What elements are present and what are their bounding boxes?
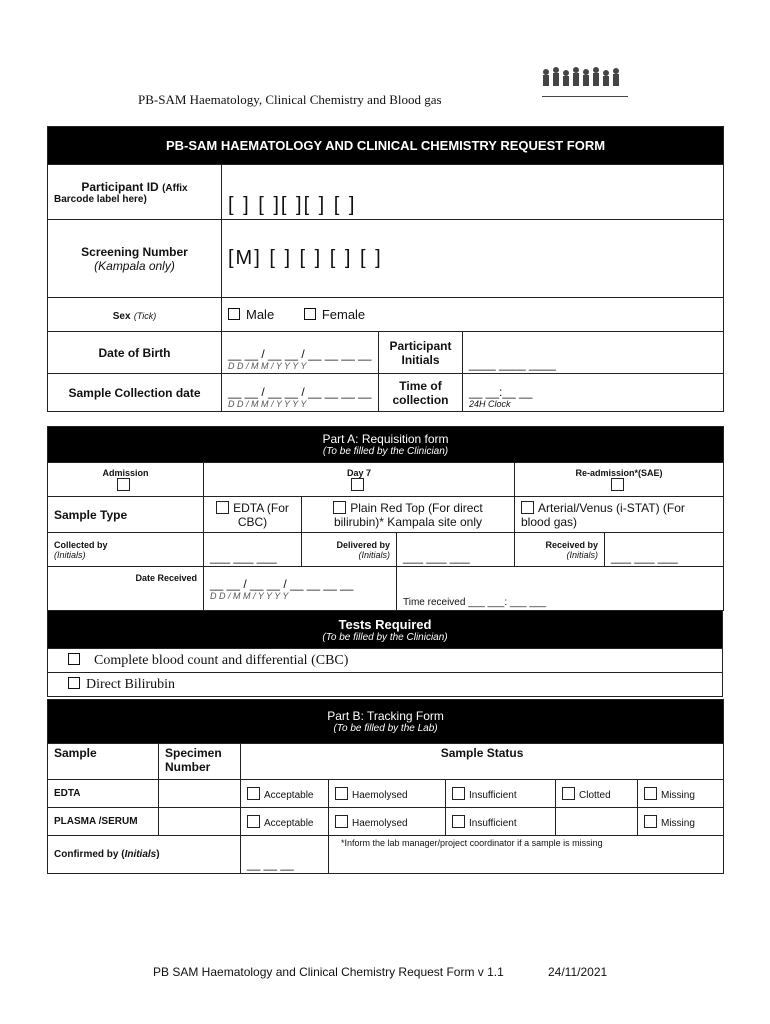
part-b-header: [48, 700, 724, 744]
participant-id-field[interactable]: [222, 165, 724, 220]
sex-field: [222, 298, 724, 332]
collection-date-label: Sample Collection date: [48, 374, 222, 412]
bilirubin-label: Direct Bilirubin: [86, 676, 176, 692]
plasma-empty-cell: [556, 808, 638, 836]
confirmed-by-label: Confirmed by: [54, 849, 119, 860]
male-checkbox[interactable]: [228, 307, 274, 322]
collected-by-label: Collected by: [54, 539, 108, 550]
form-title: PB-SAM HAEMATOLOGY AND CLINICAL CHEMISTRY REQUEST FORM: [48, 127, 724, 165]
time-blank: __ __:__ __: [469, 385, 533, 399]
edta-option[interactable]: [204, 497, 302, 533]
edta-clotted-option[interactable]: [556, 780, 638, 808]
sex-label-cell: [48, 298, 222, 332]
bilirubin-option[interactable]: [48, 673, 723, 697]
time-of-collection-label: Time of collection: [379, 374, 463, 412]
admission-checkbox[interactable]: [117, 478, 130, 491]
collection-date-format: D D / M M / Y Y Y Y: [228, 399, 307, 409]
screening-label: Screening Number: [81, 244, 188, 259]
day7-checkbox[interactable]: [351, 478, 364, 491]
received-by-cell: [515, 533, 605, 567]
date-received-label: Date Received: [48, 567, 204, 611]
col-specimen-header: Specimen Number: [159, 744, 241, 780]
collected-by-blank: ___ ___ ___: [210, 550, 277, 564]
admission-cell: [48, 463, 204, 497]
edta-acceptable-label: Acceptable: [264, 789, 314, 801]
participant-details-table: [47, 126, 724, 412]
plasma-insufficient-option[interactable]: [446, 808, 556, 836]
part-a-title: Part A: Requisition form: [322, 432, 449, 446]
time-received-field[interactable]: [397, 567, 724, 611]
collection-date-blank: __ __ / __ __ / __ __ __ __: [228, 385, 372, 399]
barcode-note: Barcode label here): [54, 193, 147, 205]
col-status-header: Sample Status: [241, 744, 724, 780]
readmission-cell: [515, 463, 724, 497]
readmission-label: Re-admission*(SAE): [575, 467, 663, 478]
arterial-option[interactable]: [515, 497, 724, 533]
confirmed-by-cell: Confirmed by (Initials): [48, 836, 241, 874]
cbc-label: Complete blood count and differential (CBC): [94, 652, 349, 668]
edta-insufficient-label: Insufficient: [469, 789, 517, 801]
sex-label: Sex: [112, 310, 131, 322]
time-received-label: Time received ___ ___: ___ ___: [403, 597, 547, 608]
edta-haemolysed-label: Haemolysed: [352, 789, 408, 801]
confirmed-by-blank: __ __ __: [247, 857, 294, 871]
plasma-haemolysed-label: Haemolysed: [352, 817, 408, 829]
confirmed-by-initials-hint: Initials: [124, 849, 157, 860]
dob-label: Date of Birth: [48, 332, 222, 374]
delivered-by-initials-hint: (Initials): [358, 549, 390, 560]
footer-date: 24/11/2021: [548, 965, 608, 979]
delivered-by-label: Delivered by: [336, 539, 390, 550]
received-by-label: Received by: [545, 539, 598, 550]
received-by-initials-hint: (Initials): [566, 549, 598, 560]
screening-number-field[interactable]: [222, 220, 724, 298]
confirmed-by-field[interactable]: [241, 836, 329, 874]
edta-acceptable-option[interactable]: [241, 780, 329, 808]
document-header-title: PB-SAM Haematology, Clinical Chemistry and Blood gas: [138, 92, 442, 107]
edta-clotted-label: Clotted: [579, 789, 611, 801]
male-label: Male: [246, 307, 275, 322]
date-received-format: D D / M M / Y Y Y Y: [210, 590, 289, 601]
part-a-header: [48, 427, 724, 463]
readmission-checkbox[interactable]: [611, 478, 624, 491]
admission-label: Admission: [102, 467, 149, 478]
tests-subtitle: (To be filled by the Clinician): [322, 631, 448, 643]
initials-label: Participant Initials: [379, 332, 463, 374]
tests-required-table: [47, 610, 723, 697]
collected-by-field[interactable]: [204, 533, 302, 567]
plasma-missing-option[interactable]: [638, 808, 724, 836]
part-b-title: Part B: Tracking Form: [327, 709, 444, 723]
collection-date-field[interactable]: [222, 374, 379, 412]
part-a-subtitle: (To be filled by the Clinician): [322, 446, 449, 457]
row-plasma-specimen-field[interactable]: [159, 808, 241, 836]
plasma-missing-label: Missing: [661, 817, 695, 829]
date-received-field[interactable]: [204, 567, 397, 611]
col-sample-header: Sample: [48, 744, 159, 780]
received-by-blank: ___ ___ ___: [611, 550, 678, 564]
screening-sub: (Kampala only): [94, 258, 175, 273]
participant-id-label-cell: [48, 165, 222, 220]
date-received-blank: __ __ / __ __ / __ __ __ __: [210, 576, 354, 591]
row-plasma-label: PLASMA /SERUM: [48, 808, 159, 836]
participant-id-note: (Affix: [162, 182, 188, 194]
edta-insufficient-option[interactable]: [446, 780, 556, 808]
edta-haemolysed-option[interactable]: [329, 780, 446, 808]
edta-label: EDTA (For CBC): [233, 500, 289, 529]
dob-format: D D / M M / Y Y Y Y: [228, 361, 307, 371]
plasma-acceptable-option[interactable]: [241, 808, 329, 836]
delivered-by-blank: ___ ___ ___: [403, 550, 470, 564]
part-b-table: [47, 699, 724, 874]
sex-tick-hint: (Tick): [133, 310, 157, 321]
female-checkbox[interactable]: [304, 307, 365, 322]
part-a-table: [47, 426, 724, 611]
edta-missing-option[interactable]: [638, 780, 724, 808]
delivered-by-cell: [302, 533, 397, 567]
arterial-label: Arterial/Venus (i-STAT) (For blood gas): [521, 500, 685, 529]
tests-title: Tests Required: [338, 616, 432, 632]
participant-id-value: [ ] [ ][ ][ ] [ ]: [228, 194, 357, 216]
delivered-by-field[interactable]: [397, 533, 515, 567]
plasma-haemolysed-option[interactable]: [329, 808, 446, 836]
initials-blank: ____ ____ ____: [469, 357, 556, 371]
collected-by-cell: [48, 533, 204, 567]
female-label: Female: [321, 307, 366, 322]
cbc-option[interactable]: [48, 649, 723, 673]
initials-field[interactable]: [463, 332, 724, 374]
plasma-insufficient-label: Insufficient: [469, 817, 517, 829]
edta-missing-label: Missing: [661, 789, 695, 801]
row-edta-specimen-field[interactable]: [159, 780, 241, 808]
plain-red-option[interactable]: [302, 497, 515, 533]
row-edta-label: EDTA: [48, 780, 159, 808]
participant-id-label: Participant ID: [81, 179, 159, 194]
received-by-field[interactable]: [605, 533, 724, 567]
day7-cell: [204, 463, 515, 497]
dob-blank: __ __ / __ __ / __ __ __ __: [228, 347, 372, 361]
plasma-acceptable-label: Acceptable: [264, 817, 314, 829]
screening-number-value: [M] [ ] [ ] [ ] [ ]: [228, 247, 383, 269]
collected-by-initials-hint: (Initials): [54, 549, 86, 560]
sample-type-label: Sample Type: [48, 497, 204, 533]
tests-header: [48, 611, 723, 649]
dob-field[interactable]: [222, 332, 379, 374]
time-hint: 24H Clock: [469, 399, 511, 409]
day7-label: Day 7: [346, 467, 372, 478]
people-group-logo-icon: [540, 64, 630, 105]
missing-sample-note: *Inform the lab manager/project coordinator if a sample is missing: [329, 836, 724, 874]
screening-label-cell: [48, 220, 222, 298]
part-b-subtitle: (To be filled by the Lab): [333, 723, 438, 734]
footer-text: PB SAM Haematology and Clinical Chemistry Request Form v 1.1: [153, 965, 504, 979]
time-of-collection-field[interactable]: [463, 374, 724, 412]
plain-red-label: Plain Red Top (For direct bilirubin)* Kampala site only: [333, 500, 483, 529]
